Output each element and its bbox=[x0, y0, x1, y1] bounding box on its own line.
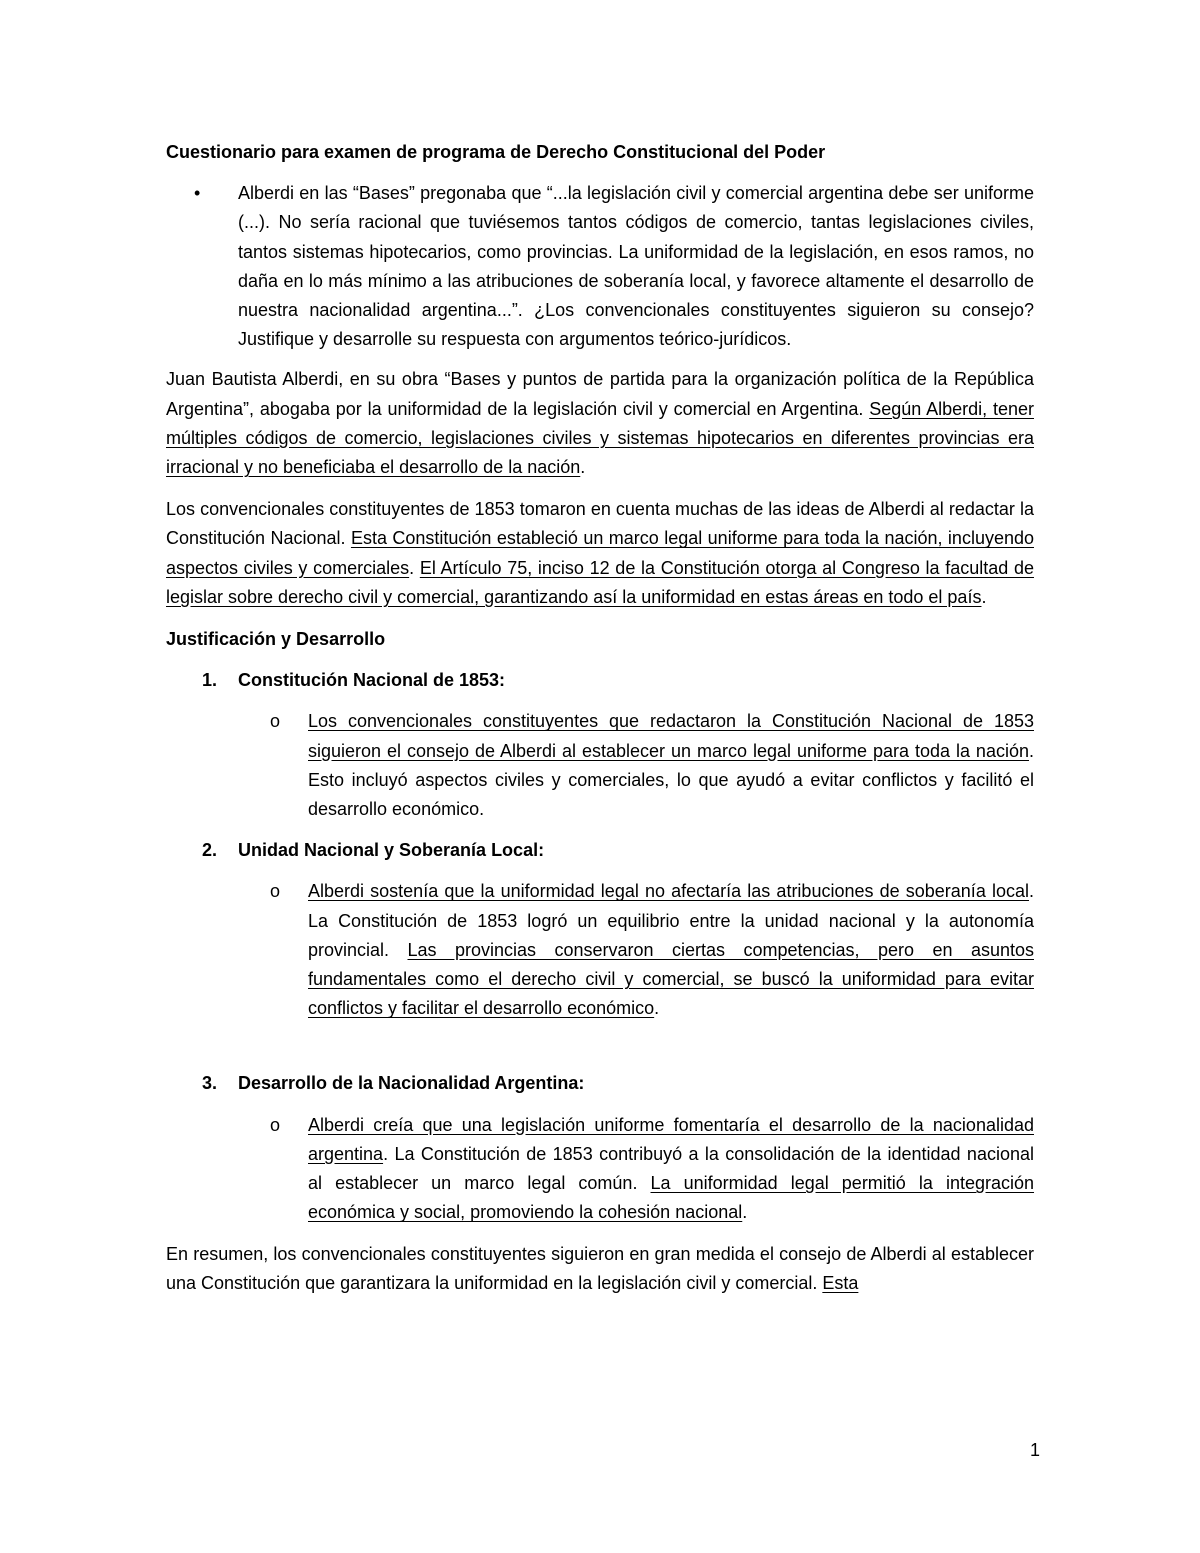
item-number: 2. bbox=[202, 840, 218, 861]
circle-bullet-icon: o bbox=[270, 1114, 281, 1135]
paragraph-constituyentes-1853 bbox=[166, 495, 1034, 612]
blank-line bbox=[166, 1035, 1034, 1069]
underlined-text: El Artículo 75, inciso 12 de la Constitución otorga al Congreso la facultad de legislar sobre derecho civil y comercial, garantizando así la uniformidad en estas áreas en todo el país bbox=[166, 557, 1034, 607]
paragraph-text: . La Constitución de 1853 logró un equilibrio entre la unidad nacional y la autonomía provincial. bbox=[308, 881, 1034, 960]
question-text: Alberdi en las “Bases” pregonaba que “...la legislación civil y comercial argentina debe ser uniforme (...). No sería racional que tuviésemos tantos códigos de comercio, tantas legislaciones civiles, tantos sistemas hipotecarios, como provincias. La uniformidad de la legislación, en esos ramos, no daña en lo más mínimo a las atribuciones de soberanía local, y favorece altamente el desarrollo de nuestra nacionalidad argentina...”. ¿Los convencionales constituyentes siguieron su consejo? Justifique y desarrolle su respuesta con argumentos teórico-jurídicos. bbox=[238, 183, 1034, 350]
underlined-text: Los convencionales constituyentes que redactaron la Constitución Nacional de 1853 siguieron el consejo de Alberdi al establecer un marco legal uniforme para toda la nación bbox=[308, 711, 1034, 761]
underlined-text: Según Alberdi, tener múltiples códigos de comercio, legislaciones civiles y sistemas hipotecarios en diferentes provincias era irracional y no beneficiaba el desarrollo de la nación bbox=[166, 398, 1034, 478]
item-number: 1. bbox=[202, 670, 218, 691]
underlined-text: Esta Constitución estableció un marco legal uniforme para toda la nación, incluyendo aspectos civiles y comerciales bbox=[166, 528, 1034, 578]
circle-bullet-icon: o bbox=[270, 711, 281, 732]
bullet-icon: • bbox=[194, 183, 201, 204]
paragraph-text: . bbox=[981, 586, 987, 607]
sub-item-3 bbox=[166, 1111, 1034, 1228]
paragraph-summary bbox=[166, 1240, 1034, 1298]
paragraph-alberdi-bases bbox=[166, 365, 1034, 482]
underlined-text: La uniformidad legal permitió la integración económica y social, promoviendo la cohesión nacional bbox=[308, 1173, 1035, 1223]
question-bullet-item bbox=[166, 179, 1034, 354]
paragraph-text: . bbox=[654, 998, 660, 1019]
paragraph-text: . bbox=[580, 457, 586, 478]
paragraph-text: Juan Bautista Alberdi, en su obra “Bases y puntos de partida para la organización política de la República Argentina”, abogaba por la uniformidad de la legislación civil y comercial en Argentina. bbox=[166, 369, 1034, 419]
paragraph-text: Los convencionales constituyentes de 1853 tomaron en cuenta muchas de las ideas de Alberdi al redactar la Constitución Nacional. bbox=[166, 499, 1034, 549]
sub-item-text bbox=[308, 877, 1034, 1023]
item-heading: Unidad Nacional y Soberanía Local: bbox=[238, 840, 545, 861]
document-body bbox=[166, 138, 1034, 1298]
sub-item-1 bbox=[166, 707, 1034, 824]
sub-item-text bbox=[308, 707, 1034, 824]
paragraph-text: En resumen, los convencionales constituyentes siguieron en gran medida el consejo de Alberdi al establecer una Constitución que garantizara la uniformidad en la legislación civil y comercial. bbox=[166, 1243, 1034, 1293]
circle-bullet-icon: o bbox=[270, 881, 281, 902]
paragraph-text: . La Constitución de 1853 contribuyó a la consolidación de la identidad nacional al establecer un marco legal común. bbox=[308, 1143, 1034, 1194]
document-title: Cuestionario para examen de programa de Derecho Constitucional del Poder bbox=[166, 142, 826, 162]
item-heading: Desarrollo de la Nacionalidad Argentina: bbox=[238, 1073, 585, 1094]
section-heading: Justificación y Desarrollo bbox=[166, 629, 386, 650]
numbered-heading-2 bbox=[166, 836, 1034, 865]
underlined-text: Alberdi creía que una legislación uniforme fomentaría el desarrollo de la nacionalidad argentina bbox=[308, 1114, 1034, 1164]
numbered-heading-3 bbox=[166, 1069, 1034, 1098]
underlined-text: Alberdi sostenía que la uniformidad legal no afectaría las atribuciones de soberanía local bbox=[308, 881, 1029, 902]
item-heading: Constitución Nacional de 1853: bbox=[238, 670, 506, 691]
paragraph-text: . bbox=[409, 557, 420, 578]
underlined-text: Las provincias conservaron ciertas competencias, pero en asuntos fundamentales como el derecho civil y comercial, se buscó la uniformidad para evitar conflictos y facilitar el desarrollo económico bbox=[308, 939, 1034, 1019]
paragraph-text: . bbox=[742, 1202, 748, 1223]
underlined-text: Esta bbox=[822, 1272, 859, 1293]
sub-item-text bbox=[308, 1111, 1034, 1228]
item-number: 3. bbox=[202, 1073, 218, 1094]
numbered-heading-1 bbox=[166, 666, 1034, 695]
paragraph-text: . Esto incluyó aspectos civiles y comerciales, lo que ayudó a evitar conflictos y facilitó el desarrollo económico. bbox=[308, 740, 1034, 820]
sub-item-2 bbox=[166, 877, 1034, 1023]
page-number: 1 bbox=[1029, 1440, 1040, 1460]
